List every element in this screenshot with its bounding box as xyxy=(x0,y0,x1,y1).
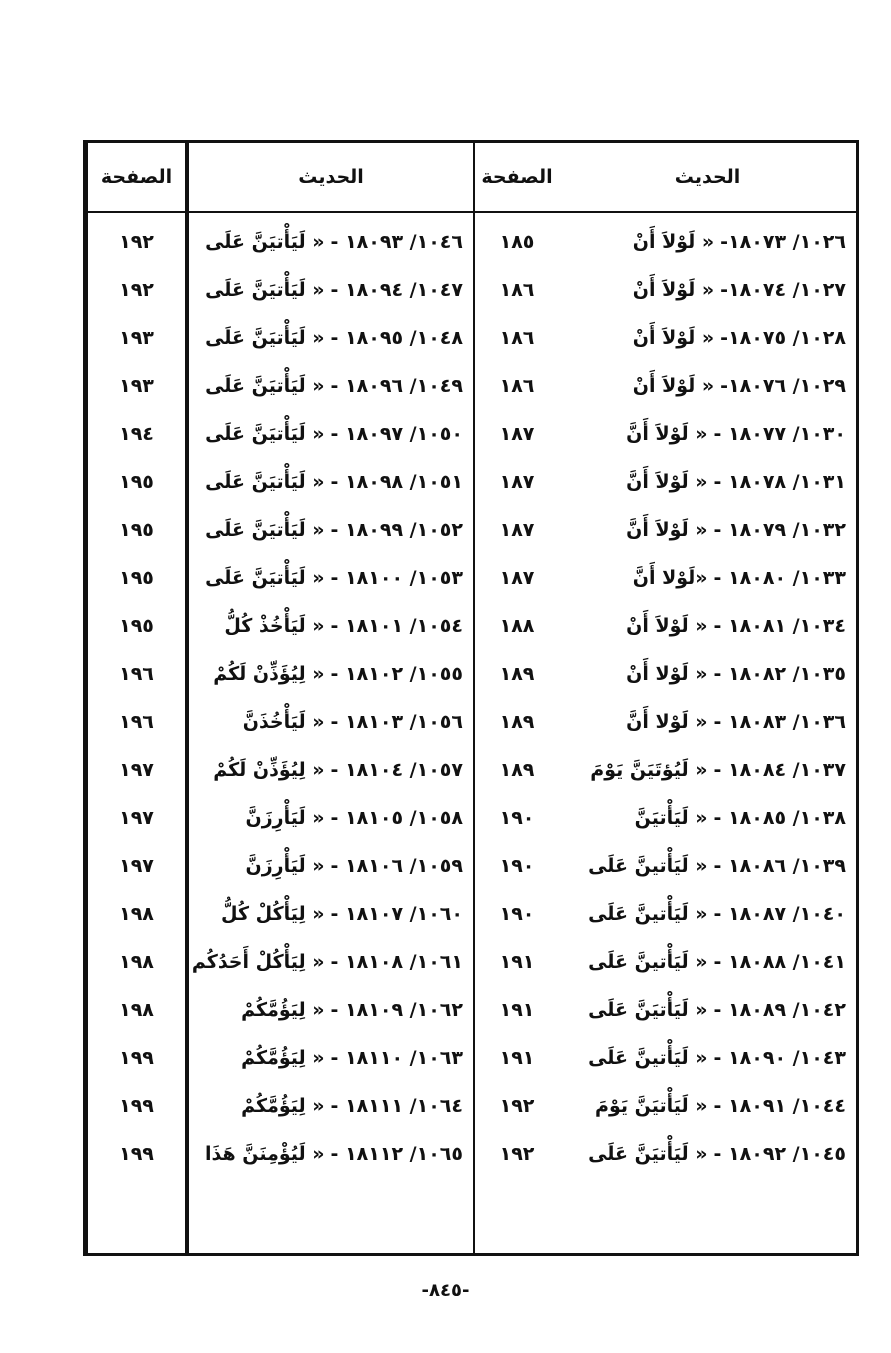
hadith-entry xyxy=(189,410,473,458)
hadith-entry xyxy=(559,1130,856,1178)
hadith-incipit: « لَوْلاَ أَنْ xyxy=(626,615,708,637)
hadith-incipit: «لَوْلا أَنَّ xyxy=(632,567,708,589)
hadith-number: ١٠٤٤/ ١٨٠٩١ - xyxy=(713,1095,846,1117)
page-number-cell: ١٩٥ xyxy=(119,519,154,541)
hadith-number: ١٠٥٤/ ١٨١٠١ - xyxy=(330,615,463,637)
page-number-cell: ١٩٨ xyxy=(119,999,154,1021)
page-number-cell: ١٨٧ xyxy=(499,471,535,493)
page-number-cell: ١٩٩ xyxy=(119,1143,154,1165)
hadith-list-right xyxy=(559,213,856,1178)
hadith-number: ١٠٦٢/ ١٨١٠٩ - xyxy=(330,999,463,1021)
hadith-entry xyxy=(559,410,856,458)
hadith-number: ١٠٤٧/ ١٨٠٩٤ - xyxy=(330,279,463,301)
hadith-entry xyxy=(559,698,856,746)
hadith-number: ١٠٥٦/ ١٨١٠٣ - xyxy=(330,711,463,733)
hadith-entry xyxy=(559,458,856,506)
page-number-cell: ١٩٣ xyxy=(119,327,154,349)
page-header-left: الصفحة xyxy=(88,143,185,213)
page-number-cell: ١٨٨ xyxy=(499,615,535,637)
hadith-incipit: « لِيَأْكُلْ كُلُّ xyxy=(221,903,325,925)
hadith-incipit: « لَيَأْخُذَنَّ xyxy=(242,711,325,733)
hadith-incipit: « لَيَأْتيَنَّ عَلَى xyxy=(205,327,325,349)
hadith-incipit: « لَيَأْتيَنَّ xyxy=(634,807,708,829)
hadith-incipit: « لَيَأْتينَّ عَلَى xyxy=(588,1047,708,1069)
page-number-cell: ١٩٥ xyxy=(119,567,154,589)
hadith-incipit: « لِيَأْكُلْ أَحَدُكُم xyxy=(191,951,325,973)
hadith-entry xyxy=(559,650,856,698)
page-number-cell: ١٩٠ xyxy=(499,855,535,877)
hadith-list-left xyxy=(189,213,473,1178)
hadith-number: ١٠٥٧/ ١٨١٠٤ - xyxy=(330,759,463,781)
hadith-entry xyxy=(189,314,473,362)
page-number-cell: ١٩١ xyxy=(499,1047,535,1069)
page-number-cell: ١٩٩ xyxy=(119,1095,154,1117)
page-number-cell: ١٩٢ xyxy=(119,279,154,301)
hadith-number: ١٠٦٤/ ١٨١١١ - xyxy=(330,1095,463,1117)
page-number-cell: ١٩٣ xyxy=(119,375,154,397)
hadith-incipit: « لَيَأْتيَنَّ عَلَى xyxy=(205,423,325,445)
page-number: -٨٤٥- xyxy=(421,1280,470,1301)
hadith-incipit: « لَيَأْتيَنَّ عَلَى xyxy=(205,567,325,589)
hadith-number: ١٠٢٧/ ١٨٠٧٤- xyxy=(720,279,846,301)
hadith-number: ١٠٣٠/ ١٨٠٧٧ - xyxy=(713,423,846,445)
hadith-number: ١٠٤٥/ ١٨٠٩٢ - xyxy=(713,1143,846,1165)
hadith-number: ١٠٢٩/ ١٨٠٧٦- xyxy=(720,375,846,397)
hadith-incipit: « لِيَؤُمَّكُمْ xyxy=(241,1047,325,1069)
page-number-cell: ١٩٦ xyxy=(119,711,154,733)
page-number-cell: ١٩٠ xyxy=(499,903,535,925)
page-number-cell: ١٩٨ xyxy=(119,903,154,925)
hadith-entry xyxy=(559,938,856,986)
hadith-entry xyxy=(189,602,473,650)
hadith-incipit: « لَيَأْرِزَنَّ xyxy=(245,855,325,877)
hadith-number: ١٠٤٢/ ١٨٠٨٩ - xyxy=(713,999,846,1021)
hadith-entry xyxy=(559,218,856,266)
page-header-right: الصفحة xyxy=(475,143,559,213)
hadith-number: ١٠٣٧/ ١٨٠٨٤ - xyxy=(713,759,846,781)
page-number-cell: ١٩٧ xyxy=(119,855,154,877)
hadith-entry xyxy=(559,602,856,650)
hadith-entry xyxy=(559,314,856,362)
hadith-incipit: « لِيُؤَذِّنْ لَكُمْ xyxy=(213,663,325,685)
hadith-number: ١٠٣٢/ ١٨٠٧٩ - xyxy=(713,519,846,541)
hadith-column-left xyxy=(185,143,473,1253)
hadith-number: ١٠٤٦/ ١٨٠٩٣ - xyxy=(330,231,463,253)
hadith-incipit: « لَيَأْتينَّ عَلَى xyxy=(588,855,708,877)
hadith-incipit: « لَوْلاَ أَنَّ xyxy=(626,471,708,493)
hadith-entry xyxy=(189,938,473,986)
page-number-cell: ١٩٨ xyxy=(119,951,154,973)
page-column-right xyxy=(473,143,559,1253)
hadith-header-right: الحديث xyxy=(559,143,856,213)
hadith-number: ١٠٣٥/ ١٨٠٨٢ - xyxy=(713,663,846,685)
hadith-entry xyxy=(559,746,856,794)
hadith-incipit: « لَيَأْتيَنَّ عَلَى xyxy=(205,519,325,541)
hadith-incipit: « لَوْلاَ أَنَّ xyxy=(626,519,708,541)
hadith-incipit: « لَيَأْتيَنَّ عَلَى xyxy=(205,471,325,493)
hadith-number: ١٠٦٣/ ١٨١١٠ - xyxy=(330,1047,463,1069)
page-number-cell: ١٨٥ xyxy=(499,231,535,253)
hadith-incipit: « لَيَأْتيَنَّ عَلَى xyxy=(588,1143,708,1165)
hadith-entry xyxy=(189,1130,473,1178)
hadith-entry xyxy=(559,554,856,602)
hadith-entry xyxy=(559,794,856,842)
hadith-number: ١٠٤٨/ ١٨٠٩٥ - xyxy=(330,327,463,349)
page-column-left xyxy=(86,143,185,1253)
hadith-incipit: « لَيَأْخُذْ كُلُّ xyxy=(224,615,325,637)
hadith-incipit: « لَوْلاَ أَنْ xyxy=(632,231,715,253)
hadith-entry xyxy=(559,1034,856,1082)
page-list-right xyxy=(475,213,559,1178)
page-number-cell: ١٩٢ xyxy=(499,1143,535,1165)
hadith-incipit: « لَوْلا أَنَّ xyxy=(626,711,708,733)
hadith-entry xyxy=(559,842,856,890)
page-number-cell: ١٨٧ xyxy=(499,519,535,541)
hadith-number: ١٠٦١/ ١٨١٠٨ - xyxy=(330,951,463,973)
hadith-incipit: « لِيَؤُمَّكُمْ xyxy=(241,1095,325,1117)
hadith-entry xyxy=(189,362,473,410)
page-number-cell: ١٨٦ xyxy=(499,375,535,397)
hadith-number: ١٠٥٨/ ١٨١٠٥ - xyxy=(330,807,463,829)
hadith-entry xyxy=(189,458,473,506)
hadith-number: ١٠٥٣/ ١٨١٠٠ - xyxy=(330,567,463,589)
hadith-incipit: « لَوْلا أَنْ xyxy=(626,663,708,685)
hadith-incipit: « لَوْلاَ أَنْ xyxy=(632,279,715,301)
page-number-cell: ١٩٤ xyxy=(119,423,154,445)
hadith-incipit: « لَيَأْتينَّ عَلَى xyxy=(588,903,708,925)
hadith-entry xyxy=(189,218,473,266)
hadith-entry xyxy=(189,986,473,1034)
page-number-cell: ١٨٩ xyxy=(499,711,535,733)
hadith-entry xyxy=(559,986,856,1034)
page-number-cell: ١٨٩ xyxy=(499,663,535,685)
hadith-number: ١٠٥٩/ ١٨١٠٦ - xyxy=(330,855,463,877)
hadith-incipit: « لَيُؤتَيَنَّ يَوْمَ xyxy=(590,759,708,781)
page-number-cell: ١٩٥ xyxy=(119,615,154,637)
hadith-number: ١٠٥١/ ١٨٠٩٨ - xyxy=(330,471,463,493)
hadith-number: ١٠٣٣/ ١٨٠٨٠ - xyxy=(713,567,846,589)
page-list-left xyxy=(88,213,185,1178)
hadith-incipit: « لَوْلاَ أَنْ xyxy=(632,375,715,397)
hadith-header-left: الحديث xyxy=(189,143,473,213)
hadith-incipit: « لِيُؤَذِّنْ لَكُمْ xyxy=(213,759,325,781)
page-number-cell: ١٩٩ xyxy=(119,1047,154,1069)
hadith-number: ١٠٦٥/ ١٨١١٢ - xyxy=(330,1143,463,1165)
page-number-cell: ١٩٦ xyxy=(119,663,154,685)
hadith-entry xyxy=(189,698,473,746)
hadith-incipit: « لَوْلاَ أَنَّ xyxy=(626,423,708,445)
page-number-cell: ١٩١ xyxy=(499,951,535,973)
hadith-entry xyxy=(189,554,473,602)
hadith-number: ١٠٣٤/ ١٨٠٨١ - xyxy=(713,615,846,637)
hadith-entry xyxy=(559,1082,856,1130)
hadith-index-table xyxy=(83,140,859,1256)
page-number-cell: ١٩٥ xyxy=(119,471,154,493)
hadith-entry xyxy=(559,506,856,554)
hadith-number: ١٠٤٠/ ١٨٠٨٧ - xyxy=(713,903,846,925)
hadith-entry xyxy=(189,506,473,554)
page-number-cell: ١٩١ xyxy=(499,999,535,1021)
hadith-number: ١٠٣٨/ ١٨٠٨٥ - xyxy=(713,807,846,829)
page-number-cell: ١٩٠ xyxy=(499,807,535,829)
hadith-number: ١٠٥٥/ ١٨١٠٢ - xyxy=(330,663,463,685)
hadith-number: ١٠٦٠/ ١٨١٠٧ - xyxy=(330,903,463,925)
hadith-entry xyxy=(559,890,856,938)
hadith-number: ١٠٤٩/ ١٨٠٩٦ - xyxy=(330,375,463,397)
hadith-number: ١٠٣٦/ ١٨٠٨٣ - xyxy=(713,711,846,733)
page-number-cell: ١٨٦ xyxy=(499,327,535,349)
hadith-entry xyxy=(189,1034,473,1082)
hadith-number: ١٠٤١/ ١٨٠٨٨ - xyxy=(713,951,846,973)
hadith-entry xyxy=(189,266,473,314)
hadith-number: ١٠٤٣/ ١٨٠٩٠ - xyxy=(713,1047,846,1069)
hadith-entry xyxy=(189,890,473,938)
hadith-entry xyxy=(559,362,856,410)
hadith-number: ١٠٣٩/ ١٨٠٨٦ - xyxy=(713,855,846,877)
hadith-number: ١٠٣١/ ١٨٠٧٨ - xyxy=(713,471,846,493)
hadith-entry xyxy=(189,842,473,890)
page-number-cell: ١٨٩ xyxy=(499,759,535,781)
hadith-number: ١٠٢٨/ ١٨٠٧٥- xyxy=(720,327,846,349)
hadith-incipit: « لَيَأْتيَنَّ عَلَى xyxy=(205,231,325,253)
page-number-cell: ١٩٢ xyxy=(119,231,154,253)
hadith-entry xyxy=(189,794,473,842)
hadith-number: ١٠٢٦/ ١٨٠٧٣- xyxy=(720,231,846,253)
hadith-entry xyxy=(189,1082,473,1130)
hadith-incipit: « لَيَأْتيَنَّ عَلَى xyxy=(588,999,708,1021)
hadith-incipit: « لَيَأْتينَّ عَلَى xyxy=(588,951,708,973)
hadith-incipit: « لَيَأْتيَنَّ عَلَى xyxy=(205,279,325,301)
page-number-cell: ١٩٧ xyxy=(119,807,154,829)
hadith-incipit: « لَيَأْرِزَنَّ xyxy=(245,807,325,829)
hadith-number: ١٠٥٠/ ١٨٠٩٧ - xyxy=(330,423,463,445)
hadith-column-right xyxy=(559,143,856,1253)
hadith-incipit: « لَيَأْتيَنَّ يَوْمَ xyxy=(595,1095,708,1117)
page-number-cell: ١٨٧ xyxy=(499,423,535,445)
hadith-incipit: « لِيَؤُمَّكُمْ xyxy=(241,999,325,1021)
page-number-cell: ١٩٧ xyxy=(119,759,154,781)
page-number-cell: ١٨٧ xyxy=(499,567,535,589)
hadith-incipit: « لَوْلاَ أَنْ xyxy=(632,327,715,349)
hadith-entry xyxy=(189,746,473,794)
hadith-entry xyxy=(559,266,856,314)
page-number-cell: ١٩٢ xyxy=(499,1095,535,1117)
hadith-entry xyxy=(189,650,473,698)
hadith-incipit: « لَيُؤْمِنَنَّ هَذَا xyxy=(204,1143,325,1165)
page-number-cell: ١٨٦ xyxy=(499,279,535,301)
hadith-number: ١٠٥٢/ ١٨٠٩٩ - xyxy=(330,519,463,541)
hadith-incipit: « لَيَأْتيَنَّ عَلَى xyxy=(205,375,325,397)
